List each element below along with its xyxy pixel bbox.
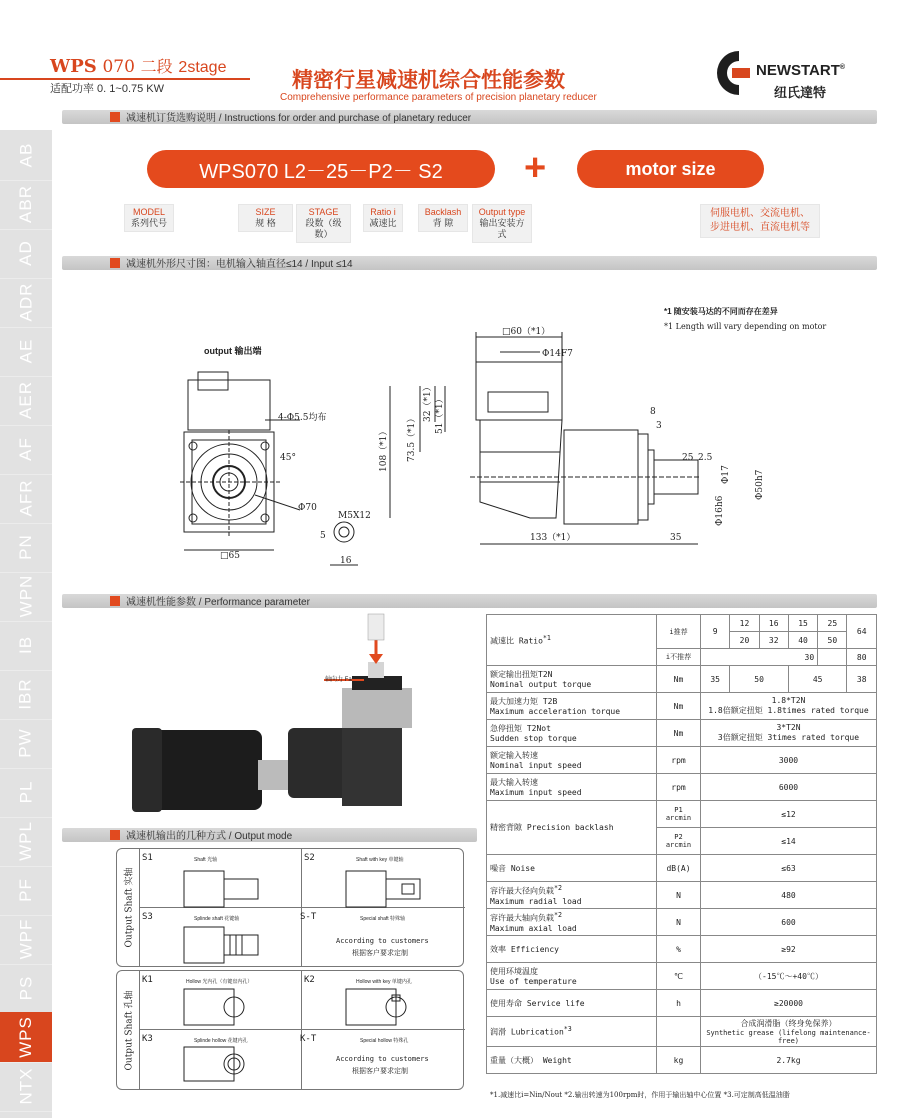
dim-sq60: □60（*1） bbox=[502, 327, 551, 337]
sidebar-tab-afr[interactable] bbox=[0, 473, 52, 524]
group-hollow-label: Output Shaft 孔轴 bbox=[124, 990, 135, 1070]
sidebar-tab-af[interactable] bbox=[0, 424, 52, 475]
brand-name-cn: 纽氏達特 bbox=[774, 85, 827, 100]
sidebar-tab-ae[interactable] bbox=[0, 326, 52, 377]
section-title-output: 减速机输出的几种方式 / Output mode bbox=[110, 827, 292, 842]
cell-k2-code: K2 bbox=[304, 975, 315, 985]
perf-row-backlash-p2: P2 arcmin ≤14 bbox=[487, 828, 877, 855]
dim-d16: Φ16h6 bbox=[715, 495, 725, 526]
section-title-order: 减速机订货选购说明 / Instructions for order and purchase of planetary reducer bbox=[110, 109, 471, 124]
dim-angle: 45° bbox=[280, 453, 296, 463]
ratio-recommended: i推荐 bbox=[657, 615, 701, 649]
product-photo bbox=[62, 610, 482, 825]
dim-d25: 25 bbox=[682, 453, 694, 463]
ratio-30: 30 bbox=[701, 649, 818, 666]
sidebar-tab-label: WPF bbox=[16, 918, 35, 960]
cell-st-desc: Special shaft 特殊轴 bbox=[360, 916, 406, 922]
cell-st-note-en: According to customers bbox=[336, 937, 429, 945]
motor-size-pill: motor size bbox=[577, 150, 764, 188]
dim-k5: 5 bbox=[320, 531, 326, 541]
ratio-9: 9 bbox=[701, 615, 730, 649]
cell-s3-code: S3 bbox=[142, 912, 153, 922]
dim-d17: Φ17 bbox=[721, 465, 731, 484]
cell-s3-desc: Splinde shaft 花键轴 bbox=[194, 916, 240, 922]
series-sidebar bbox=[0, 130, 52, 1118]
sidebar-tab-wps[interactable] bbox=[0, 1012, 52, 1063]
dim-d14: Φ14F7 bbox=[542, 349, 573, 359]
cell-kt-note-en: According to customers bbox=[336, 1055, 429, 1063]
perf-row-accel: 最大加速力矩 T2B Maximum acceleration torque Nm 1.8*T2N 1.8倍额定扭矩 1.8times rated torque bbox=[487, 693, 877, 720]
brand-logo bbox=[718, 46, 878, 102]
sidebar-tab-ibr[interactable] bbox=[0, 669, 52, 720]
sidebar-tab-ad[interactable] bbox=[0, 228, 52, 279]
cell-s2-code: S2 bbox=[304, 853, 315, 863]
sidebar-tab-aer[interactable] bbox=[0, 375, 52, 426]
cell-s1-desc: Shaft 光轴 bbox=[194, 857, 218, 863]
perf-row-life: 使用寿命 Service life h ≥20000 bbox=[487, 990, 877, 1017]
dim-d8: 8 bbox=[650, 407, 656, 417]
dim-d70: Φ70 bbox=[298, 503, 317, 513]
sidebar-tab-wpl[interactable] bbox=[0, 816, 52, 867]
order-label-ratio: Ratio i 减速比 bbox=[363, 204, 403, 232]
cell-st-note-cn: 根据客户要求定制 bbox=[352, 950, 408, 957]
sidebar-tab-label: ABR bbox=[16, 185, 35, 223]
header-model-block bbox=[0, 52, 250, 80]
order-code-pill: WPS070 L2－25－P2－ S2 bbox=[147, 150, 495, 188]
stage-en: 2stage bbox=[178, 59, 227, 76]
sidebar-tab-ntx[interactable] bbox=[0, 1061, 52, 1112]
sidebar-tab-label: AD bbox=[16, 240, 35, 266]
section-title-dims: 减速机外形尺寸图：电机输入轴直径≤14 / Input ≤14 bbox=[110, 255, 353, 270]
sidebar-tab-adr[interactable] bbox=[0, 277, 52, 328]
brand-name: NEWSTART® bbox=[756, 62, 846, 79]
sidebar-tab-label: WPL bbox=[16, 821, 35, 861]
brand-logo-mark bbox=[718, 48, 760, 98]
sidebar-tab-pw[interactable] bbox=[0, 718, 52, 769]
model-size: 070 bbox=[102, 57, 135, 77]
plus-sign: + bbox=[524, 147, 547, 189]
dim-d25b: 2.5 bbox=[698, 453, 713, 463]
perf-row-stop: 急停扭矩 T2Not Sudden stop torque Nm 3*T2N 3倍额定扭矩 3times rated torque bbox=[487, 720, 877, 747]
sidebar-tab-label: PL bbox=[15, 780, 35, 804]
dim-d133: 133（*1） bbox=[530, 533, 576, 543]
sidebar-tab-wpn[interactable] bbox=[0, 571, 52, 622]
dim-d51: 51（*1） bbox=[435, 394, 445, 434]
sidebar-tab-label: AE bbox=[16, 338, 35, 364]
output-end-label: output 输出端 bbox=[204, 346, 262, 356]
sidebar-tab-ib[interactable] bbox=[0, 620, 52, 671]
perf-row-lubrication: 润滑 Lubrication$^{*3}$ 合成润滑脂（终身免保养） Synthetic grease (lifelong maintenance-free) bbox=[487, 1017, 877, 1047]
cell-kt-note-cn: 根据客户要求定制 bbox=[352, 1068, 408, 1075]
perf-row-efficiency: 效率 Efficiency % ≥92 bbox=[487, 936, 877, 963]
perf-row-axial: 容许最大轴向负载$^{*2}$ Maximum axial load N 600 bbox=[487, 909, 877, 936]
ratio-40: 40 bbox=[788, 632, 817, 649]
ratio-80: 80 bbox=[847, 649, 877, 666]
perf-row-backlash-p1: 精密背隙 Precision backlash P1 arcmin ≤12 bbox=[487, 801, 877, 828]
page-subtitle: Comprehensive performance parameters of precision planetary reducer bbox=[280, 92, 597, 103]
output-shaft-sketches bbox=[140, 865, 460, 1085]
note-cn: *1 随安装马达的不同而存在差异 bbox=[664, 307, 778, 316]
sidebar-tab-label: PS bbox=[16, 975, 35, 1001]
stage-cn: 二段 bbox=[140, 59, 173, 76]
cell-k3-desc: Splinde hollow 花键内孔 bbox=[194, 1038, 248, 1044]
sidebar-tab-label: WPS bbox=[15, 1016, 35, 1058]
sidebar-tab-label: PN bbox=[16, 534, 35, 560]
sidebar-tab-label: IB bbox=[16, 635, 35, 655]
sidebar-tab-pn[interactable] bbox=[0, 522, 52, 573]
ratio-50: 50 bbox=[818, 632, 847, 649]
perf-footnote: *1.减速比i=Nin/Nout *2.输出转速为100rpm时，作用于输出轴中心位置 *3.可定制高低温油脂 bbox=[490, 1091, 790, 1099]
perf-row-max-speed: 最大输入转速 Maximum input speed rpm 6000 bbox=[487, 774, 877, 801]
order-label-stage: STAGE 段数（级数） bbox=[296, 204, 351, 243]
sidebar-tab-ps[interactable] bbox=[0, 963, 52, 1014]
sidebar-tab-label: AFR bbox=[16, 479, 35, 517]
cell-k2-desc: Hollow with key 单键内孔 bbox=[356, 979, 412, 985]
power-range: 适配功率 0. 1~0.75 KW bbox=[50, 83, 165, 95]
sidebar-tab-label: WPN bbox=[15, 574, 35, 618]
sidebar-tab-wpf[interactable] bbox=[0, 914, 52, 965]
sidebar-tab-label: PF bbox=[15, 878, 35, 902]
sidebar-tab-label: IBR bbox=[16, 678, 35, 710]
perf-row-radial: 容许最大径向负载$^{*2}$ Maximum radial load N 480 bbox=[487, 882, 877, 909]
perf-row-noise: 噪音 Noise dB(A) ≤63 bbox=[487, 855, 877, 882]
cell-k3-code: K3 bbox=[142, 1034, 153, 1044]
dim-k16: 16 bbox=[340, 556, 352, 566]
cell-k1-desc: Hollow 光内孔（有键盘内孔） bbox=[186, 979, 253, 985]
perf-row-nominal-speed: 额定输入转速 Nominal input speed rpm 3000 bbox=[487, 747, 877, 774]
sidebar-tab-abr[interactable] bbox=[0, 179, 52, 230]
model-name: WPS bbox=[50, 56, 97, 77]
sidebar-tab-label: AB bbox=[16, 142, 35, 168]
dim-d108: 108（*1） bbox=[379, 426, 389, 472]
section-title-perf: 减速机性能参数 / Performance parameter bbox=[110, 593, 310, 608]
sidebar-tab-pl[interactable] bbox=[0, 767, 52, 818]
sidebar-tab-label: NTX bbox=[16, 1067, 35, 1105]
ratio-20: 20 bbox=[730, 632, 759, 649]
sidebar-tab-label: AF bbox=[15, 437, 35, 461]
dim-d73: 73.5（*1） bbox=[407, 413, 417, 462]
sidebar-tab-ab[interactable] bbox=[0, 130, 52, 181]
cell-s1-code: S1 bbox=[142, 853, 153, 863]
dim-d50: Φ50h7 bbox=[755, 469, 765, 500]
group-solid-label: Output Shaft 实轴 bbox=[124, 867, 135, 948]
force-label: 轴向力 Fa bbox=[325, 677, 352, 683]
ratio-15: 15 bbox=[788, 615, 817, 632]
ratio-25: 25 bbox=[818, 615, 847, 632]
dim-d3: 3 bbox=[656, 421, 662, 431]
ratio-32: 32 bbox=[759, 632, 788, 649]
dim-d32: 32（*1） bbox=[423, 382, 433, 422]
dim-holes: 4-Φ5.5均布 bbox=[278, 413, 327, 423]
dim-sq65: □65 bbox=[220, 551, 240, 561]
order-label-model: MODEL 系列代号 bbox=[124, 204, 174, 232]
order-label-size: SIZE 规 格 bbox=[238, 204, 293, 232]
dim-d35: 35 bbox=[670, 533, 682, 543]
order-label-output: Output type 输出安装方式 bbox=[472, 204, 532, 243]
cell-k1-code: K1 bbox=[142, 975, 153, 985]
sidebar-tab-label: ADR bbox=[16, 282, 35, 322]
perf-row-torque: 额定输出扭矩T2N Nominal output torque Nm 35 50 45 38 bbox=[487, 666, 877, 693]
perf-row-temperature: 使用环境温度 Use of temperature ℃ （-15℃～+40℃） bbox=[487, 963, 877, 990]
dim-m5: M5X12 bbox=[338, 511, 371, 521]
ratio-label-cell: 减速比 Ratio$^{*1}$ bbox=[487, 615, 657, 666]
sidebar-tab-label: AER bbox=[16, 381, 35, 419]
ratio-12: 12 bbox=[730, 615, 759, 632]
performance-table bbox=[486, 614, 877, 1074]
front-view-drawing bbox=[170, 360, 380, 575]
cell-kt-code: K-T bbox=[300, 1034, 317, 1044]
cell-s2-desc: Shaft with key 单键轴 bbox=[356, 857, 404, 863]
perf-row-weight: 重量（大概） Weight kg 2.7kg bbox=[487, 1047, 877, 1074]
ratio-16: 16 bbox=[759, 615, 788, 632]
sidebar-tab-label: PW bbox=[15, 728, 35, 758]
note-en: *1 Length will vary depending on motor bbox=[664, 322, 827, 331]
cell-kt-desc: Special hollow 特殊孔 bbox=[360, 1038, 409, 1044]
page-title: 精密行星减速机综合性能参数 bbox=[292, 69, 565, 92]
sidebar-tab-pf[interactable] bbox=[0, 865, 52, 916]
ratio-64: 64 bbox=[847, 615, 877, 649]
ratio-not-recommended: i不推荐 bbox=[657, 649, 701, 666]
cell-st-code: S-T bbox=[300, 912, 317, 922]
motor-types: 伺服电机、交流电机、 步进电机、直流电机等 bbox=[700, 204, 820, 238]
order-label-backlash: Backlash 背 隙 bbox=[418, 204, 468, 232]
